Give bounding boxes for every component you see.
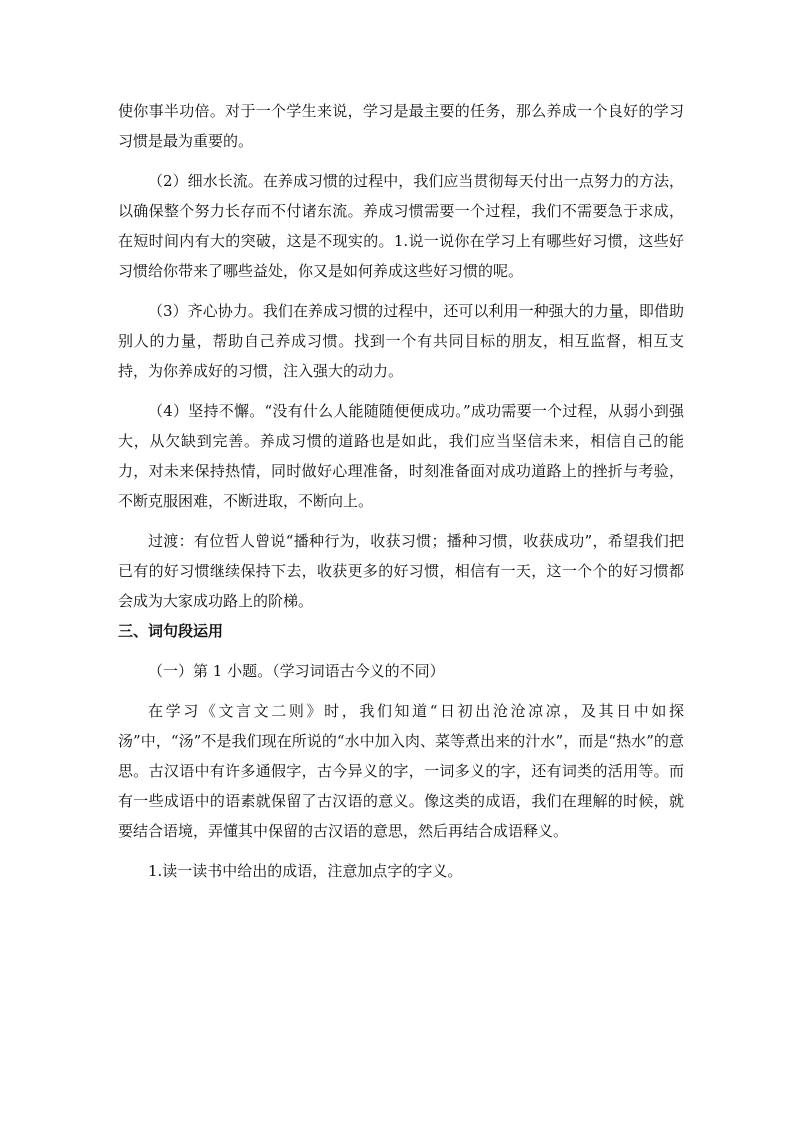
paragraph-intro-continuation: 使你事半功倍。对于一个学生来说，学习是最主要的任务，那么养成一个良好的学习习惯是最为重要的。 — [118, 102, 684, 150]
paragraph-transition: 过渡：有位哲人曾说“播种行为，收获习惯；播种习惯，收获成功”，希望我们把已有的好习惯继续保持下去，收获更多的好习惯，相信有一天，这一个个的好习惯都会成为大家成功路上的阶梯。 — [118, 532, 684, 610]
paragraph-exercise-instruction: 1.读一读书中给出的成语，注意加点字的字义。 — [148, 862, 463, 880]
paragraph-point-3: （3）齐心协力。我们在养成习惯的过程中，还可以利用一种强大的力量，即借助别人的力量，帮助自己养成习惯。找到一个有共同目标的朋友，相互监督，相互支持，为你养成好的习惯，注入强大的动力。 — [118, 302, 684, 380]
paragraph-section-explanation: 在学习《文言文二则》时，我们知道“日初出沧沧凉凉，及其日中如探汤”中，“汤”不是我们现在所说的“水中加入肉、菜等煮出来的汁水”，而是“热水”的意思。古汉语中有许多通假字，古今异义的字，一词多义的字，还有词类的活用等。而有一些成语中的语素就保留了古汉语的意义。像这类的成语，我们在理解的时候，就要结合语境，弄懂其中保留的古汉语的意思，然后再结合成语释义。 — [118, 702, 684, 840]
document-body — [118, 96, 684, 886]
paragraph-point-4: （4）坚持不懈。“没有什么人能随随便便成功。”成功需要一个过程，从弱小到强大，从欠缺到完善。养成习惯的道路也是如此，我们应当坚信未来，相信自己的能力，对未来保持热情，同时做好心理准备，时刻准备面对成功道路上的挫折与考验，不断克服困难，不断进取，不断向上。 — [118, 402, 684, 510]
paragraph-point-2: （2）细水长流。在养成习惯的过程中，我们应当贯彻每天付出一点努力的方法，以确保整个努力长存而不付诸东流。养成习惯需要一个过程，我们不需要急于求成，在短时间内有大的突破，这是不现实的。1.说一说你在学习上有哪些好习惯，这些好习惯给你带来了哪些益处，你又是如何养成这些好习惯的呢。 — [118, 172, 684, 280]
subsection-heading: （一）第 1 小题。（学习词语古今义的不同） — [148, 662, 445, 680]
section-heading: 三、词句段运用 — [118, 622, 224, 640]
